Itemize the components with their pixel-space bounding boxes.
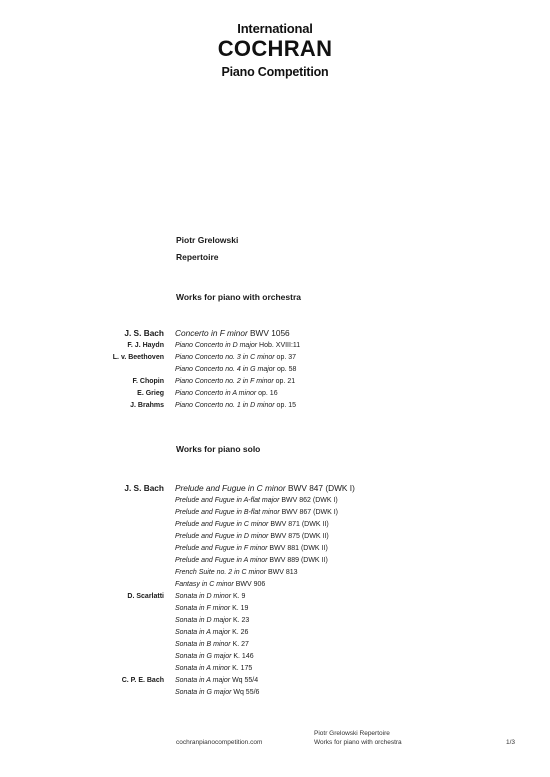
list-item [0, 376, 550, 388]
footer-document-name: Piotr Grelowski Repertoire [314, 730, 390, 737]
work-title: Sonata in A major [175, 629, 231, 636]
work-catalog: K. 175 [230, 665, 253, 672]
composer-name: J. Brahms [130, 402, 164, 409]
work-title: Sonata in F minor [175, 605, 231, 612]
document-subtitle: Repertoire [176, 252, 219, 262]
work-entry [175, 519, 329, 531]
list-item [0, 615, 550, 627]
list-item [0, 639, 550, 651]
work-catalog: K. 19 [230, 605, 249, 612]
logo-line-cochran: COCHRAN [217, 36, 333, 61]
logo-line-piano-competition: Piano Competition [221, 65, 329, 79]
list-item [0, 481, 550, 495]
composer-name: E. Grieg [137, 390, 164, 397]
work-catalog: K. 26 [230, 629, 249, 636]
work-title: Prelude and Fugue in A-flat major [175, 497, 280, 504]
list-item [0, 687, 550, 699]
logo-line-international: International [237, 21, 313, 36]
work-entry [175, 591, 245, 603]
work-catalog: BWV 871 (DWK II) [268, 521, 329, 528]
list-item [0, 627, 550, 639]
work-title: Concerto in F minor [175, 328, 248, 338]
work-catalog: op. 15 [274, 402, 297, 409]
work-entry [175, 579, 265, 591]
work-entry [175, 687, 259, 699]
list-item [0, 603, 550, 615]
work-entry [175, 531, 329, 543]
work-catalog: K. 23 [231, 617, 250, 624]
work-title: Sonata in D minor [175, 593, 232, 600]
list-item [0, 591, 550, 603]
work-title: Sonata in A major [175, 677, 231, 684]
work-title: Piano Concerto no. 2 in F minor [175, 378, 274, 385]
work-title: French Suite no. 2 in C minor [175, 569, 267, 576]
list-item [0, 567, 550, 579]
work-catalog: BWV 1056 [247, 328, 290, 338]
work-entry [175, 340, 300, 352]
work-title: Sonata in B minor [175, 641, 231, 648]
list-item [0, 531, 550, 543]
composer-name: F. Chopin [132, 378, 164, 385]
work-title: Piano Concerto no. 4 in G major [175, 366, 275, 373]
work-entry [175, 481, 355, 495]
work-catalog: op. 58 [275, 366, 297, 373]
list-item [0, 507, 550, 519]
work-title: Prelude and Fugue in D minor [175, 533, 269, 540]
footer-website: cochranpianocompetition.com [176, 739, 263, 746]
work-catalog: BWV 847 (DWK I) [285, 483, 355, 493]
list-item [0, 543, 550, 555]
composer-name: D. Scarlatti [127, 593, 164, 600]
composer-name: J. S. Bach [124, 483, 164, 493]
work-title: Piano Concerto no. 3 in C minor [175, 354, 275, 361]
work-entry [175, 603, 248, 615]
work-entry [175, 639, 249, 651]
work-title: Piano Concerto in D major [175, 342, 258, 349]
work-title: Prelude and Fugue in C minor [175, 483, 286, 493]
work-catalog: BWV 862 (DWK I) [279, 497, 338, 504]
candidate-name: Piotr Grelowski [176, 235, 239, 245]
work-title: Prelude and Fugue in A minor [175, 557, 268, 564]
list-item [0, 340, 550, 352]
work-entry [175, 615, 249, 627]
work-catalog: BWV 867 (DWK I) [279, 509, 339, 516]
list-item [0, 352, 550, 364]
work-catalog: K. 27 [230, 641, 249, 648]
footer-section-name: Works for piano with orchestra [314, 739, 402, 746]
list-item [0, 519, 550, 531]
work-title: Sonata in G major [175, 689, 232, 696]
list-item [0, 663, 550, 675]
composer-name: F. J. Haydn [127, 342, 164, 349]
list-item [0, 555, 550, 567]
work-entry [175, 555, 328, 567]
work-title: Piano Concerto no. 1 in D minor [175, 402, 275, 409]
work-entry [175, 567, 298, 579]
orchestra-works-list [0, 326, 550, 412]
work-entry [175, 352, 296, 364]
work-catalog: BWV 906 [233, 581, 266, 588]
solo-section-heading: Works for piano solo [176, 444, 261, 454]
solo-works-list [0, 481, 550, 699]
work-title: Sonata in A minor [175, 665, 231, 672]
work-title: Prelude and Fugue in C minor [175, 521, 269, 528]
work-catalog: Hob. XVIII:11 [257, 342, 301, 349]
list-item [0, 579, 550, 591]
work-catalog: K. 146 [231, 653, 254, 660]
work-catalog: BWV 875 (DWK II) [268, 533, 329, 540]
work-entry [175, 376, 295, 388]
work-entry [175, 627, 248, 639]
work-catalog: K. 9 [231, 593, 246, 600]
work-catalog: op. 21 [273, 378, 296, 385]
work-entry [175, 543, 328, 555]
work-entry [175, 663, 252, 675]
work-catalog: op. 16 [256, 390, 278, 397]
list-item [0, 400, 550, 412]
work-entry [175, 364, 296, 376]
list-item [0, 651, 550, 663]
work-title: Sonata in G major [175, 653, 232, 660]
work-entry [175, 651, 254, 663]
work-entry [175, 507, 338, 519]
footer-page-number: 1/3 [506, 739, 516, 746]
work-title: Fantasy in C minor [175, 581, 234, 588]
work-entry [175, 400, 296, 412]
work-catalog: Wq 55/4 [230, 677, 259, 684]
list-item [0, 388, 550, 400]
work-catalog: BWV 813 [266, 569, 298, 576]
work-catalog: BWV 889 (DWK II) [267, 557, 328, 564]
composer-name: J. S. Bach [124, 328, 164, 338]
work-title: Sonata in D major [175, 617, 232, 624]
work-title: Prelude and Fugue in F minor [175, 545, 268, 552]
work-title: Prelude and Fugue in B-flat minor [175, 509, 280, 516]
work-entry [175, 388, 278, 400]
work-entry [175, 495, 338, 507]
list-item [0, 364, 550, 376]
work-title: Piano Concerto in A minor [175, 390, 257, 397]
list-item [0, 326, 550, 340]
list-item [0, 675, 550, 687]
work-catalog: Wq 55/6 [231, 689, 260, 696]
work-catalog: BWV 881 (DWK II) [267, 545, 328, 552]
work-entry [175, 326, 290, 340]
composer-name: C. P. E. Bach [121, 677, 164, 684]
work-entry [175, 675, 258, 687]
orchestra-section-heading: Works for piano with orchestra [176, 292, 302, 302]
work-catalog: op. 37 [274, 354, 297, 361]
list-item [0, 495, 550, 507]
composer-name: L. v. Beethoven [112, 354, 164, 361]
